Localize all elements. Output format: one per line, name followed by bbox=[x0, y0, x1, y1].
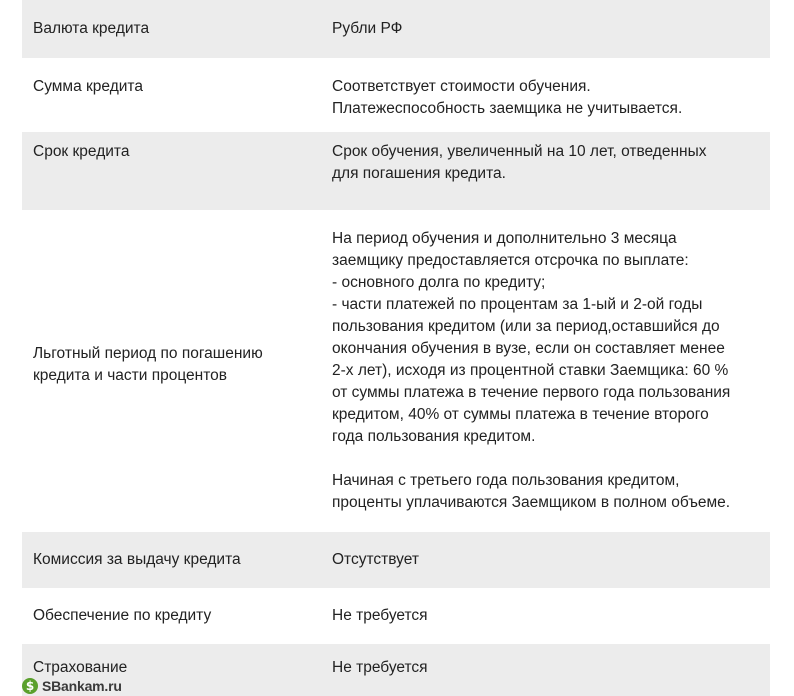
value-line: года пользования кредитом. bbox=[332, 428, 536, 445]
value-line: Не требуется bbox=[332, 659, 428, 676]
value-line: - основного долга по кредиту; bbox=[332, 274, 546, 291]
value-line: для погашения кредита. bbox=[332, 165, 506, 182]
loan-terms-table bbox=[22, 0, 770, 696]
value-line: Отсутствует bbox=[332, 551, 419, 568]
value-line: На период обучения и дополнительно 3 месяца bbox=[332, 230, 677, 247]
table-row-insurance bbox=[22, 644, 770, 696]
label-line: кредита и части процентов bbox=[33, 367, 228, 384]
row-label: Срок кредита bbox=[33, 143, 130, 160]
table-row-term bbox=[22, 132, 770, 210]
row-label: Комиссия за выдачу кредита bbox=[33, 551, 241, 568]
value-line: окончания обучения в вузе, если он составляет менее bbox=[332, 340, 725, 357]
value-line: Не требуется bbox=[332, 607, 428, 624]
watermark-text: SBankam.ru bbox=[42, 678, 122, 694]
row-label: Обеспечение по кредиту bbox=[33, 607, 212, 624]
value-line: Начиная с третьего года пользования кредитом, bbox=[332, 472, 680, 489]
row-value bbox=[332, 210, 770, 532]
row-label: Сумма кредита bbox=[33, 78, 143, 95]
row-value bbox=[332, 141, 770, 210]
value-line: Срок обучения, увеличенный на 10 лет, отведенных bbox=[332, 143, 707, 160]
table-row-grace-period bbox=[22, 210, 770, 532]
value-line: проценты уплачиваются Заемщиком в полном объеме. bbox=[332, 494, 731, 511]
row-value bbox=[332, 76, 770, 132]
table-row-currency bbox=[22, 0, 770, 58]
row-value bbox=[332, 18, 770, 40]
value-line: пользования кредитом (или за период,оставшийся до bbox=[332, 318, 720, 335]
value-line: Рубли РФ bbox=[332, 20, 403, 37]
row-label: Страхование bbox=[33, 659, 128, 676]
value-line: заемщику предоставляется отсрочка по выплате: bbox=[332, 252, 689, 269]
value-line: кредитом, 40% от суммы платежа в течение второго bbox=[332, 406, 709, 423]
table-row-amount bbox=[22, 58, 770, 132]
row-value bbox=[332, 549, 770, 571]
table-row-collateral bbox=[22, 588, 770, 644]
value-line: - части платежей по процентам за 1-ый и 2-ой годы bbox=[332, 296, 703, 313]
value-line: 2-х лет), исходя из процентной ставки Заемщика: 60 % bbox=[332, 362, 729, 379]
row-label bbox=[22, 210, 332, 532]
label-line: Льготный период по погашению bbox=[33, 345, 263, 362]
site-watermark bbox=[22, 676, 122, 696]
table-row-commission bbox=[22, 532, 770, 588]
value-line: от суммы платежа в течение первого года пользования bbox=[332, 384, 731, 401]
row-value bbox=[332, 605, 770, 627]
value-line: Соответствует стоимости обучения. bbox=[332, 78, 591, 95]
dollar-coin-icon: $ bbox=[22, 678, 38, 694]
value-line: Платежеспособность заемщика не учитывается. bbox=[332, 100, 683, 117]
row-label: Валюта кредита bbox=[33, 20, 150, 37]
row-value bbox=[332, 657, 770, 696]
